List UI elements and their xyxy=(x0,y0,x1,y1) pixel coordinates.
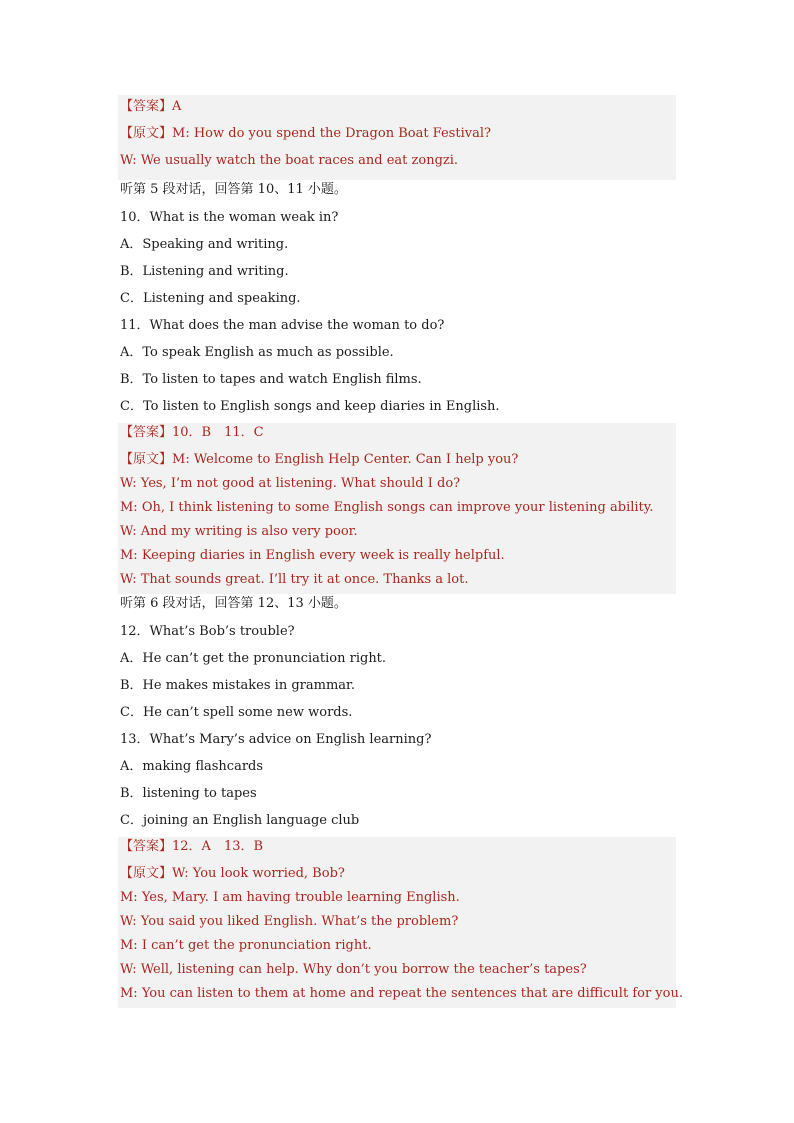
question-stem: 12．What’s Bob’s trouble? xyxy=(120,624,295,639)
answer-box-2 xyxy=(118,423,676,594)
option: B．To listen to tapes and watch English films. xyxy=(120,372,422,387)
option: C．Listening and speaking. xyxy=(120,291,301,306)
source-line xyxy=(118,124,676,151)
question-stem: 13．What’s Mary’s advice on English learning? xyxy=(120,732,432,747)
answer-tag: 【答案】 xyxy=(120,99,173,114)
source-tag: 【原文】 xyxy=(120,866,173,881)
answer-value: 12．A 13．B xyxy=(172,839,264,854)
transcript-line: W: Well, listening can help. Why don’t you borrow the teacher’s tapes? xyxy=(120,962,587,977)
answer-line xyxy=(118,837,676,864)
transcript-line: W: We usually watch the boat races and eat zongzi. xyxy=(120,153,459,168)
option: B．He makes mistakes in grammar. xyxy=(120,678,355,693)
transcript-line: M: How do you spend the Dragon Boat Festival? xyxy=(172,126,491,141)
transcript-line: W: And my writing is also very poor. xyxy=(120,524,358,539)
answer-tag: 【答案】 xyxy=(120,425,173,440)
transcript-line: W: Yes, I’m not good at listening. What should I do? xyxy=(120,476,461,491)
transcript-line: M: Oh, I think listening to some English songs can improve your listening ability. xyxy=(120,500,654,515)
source-line xyxy=(118,864,676,888)
answer-box-3 xyxy=(118,837,683,1008)
option: A．Speaking and writing. xyxy=(120,237,289,252)
option: C．joining an English language club xyxy=(120,813,360,828)
option: A．He can’t get the pronunciation right. xyxy=(120,651,387,666)
source-tag: 【原文】 xyxy=(120,126,173,141)
option: C．To listen to English songs and keep diaries in English. xyxy=(120,399,500,414)
option: B．Listening and writing. xyxy=(120,264,289,279)
answer-tag: 【答案】 xyxy=(120,839,173,854)
option: A．To speak English as much as possible. xyxy=(120,345,394,360)
transcript-line: M: I can’t get the pronunciation right. xyxy=(120,938,372,953)
source-line xyxy=(118,450,676,474)
section-heading: 听第 5 段对话，回答第 10、11 小题。 xyxy=(120,182,347,197)
transcript-line: M: You can listen to them at home and repeat the sentences that are difficult for you. xyxy=(120,986,683,1001)
transcript-line: M: Welcome to English Help Center. Can I help you? xyxy=(172,452,519,467)
answer-line xyxy=(118,97,676,124)
source-tag: 【原文】 xyxy=(120,452,173,467)
transcript-line: W: That sounds great. I’ll try it at once. Thanks a lot. xyxy=(120,572,469,587)
question-stem: 11．What does the man advise the woman to do? xyxy=(120,318,445,333)
answer-box-1 xyxy=(118,95,676,180)
transcript-line: W: You said you liked English. What’s the problem? xyxy=(120,914,459,929)
answer-value: 10．B 11．C xyxy=(172,425,264,440)
transcript-line: M: Yes, Mary. I am having trouble learning English. xyxy=(120,890,460,905)
option: A．making flashcards xyxy=(120,759,264,774)
transcript-line: W: You look worried, Bob? xyxy=(172,866,345,881)
option: C．He can’t spell some new words. xyxy=(120,705,353,720)
transcript-line: M: Keeping diaries in English every week is really helpful. xyxy=(120,548,505,563)
section-heading: 听第 6 段对话，回答第 12、13 小题。 xyxy=(120,596,347,611)
option: B．listening to tapes xyxy=(120,786,257,801)
question-stem: 10．What is the woman weak in? xyxy=(120,210,339,225)
document-content xyxy=(118,95,683,1008)
answer-value: A xyxy=(172,99,182,114)
answer-line xyxy=(118,423,676,450)
